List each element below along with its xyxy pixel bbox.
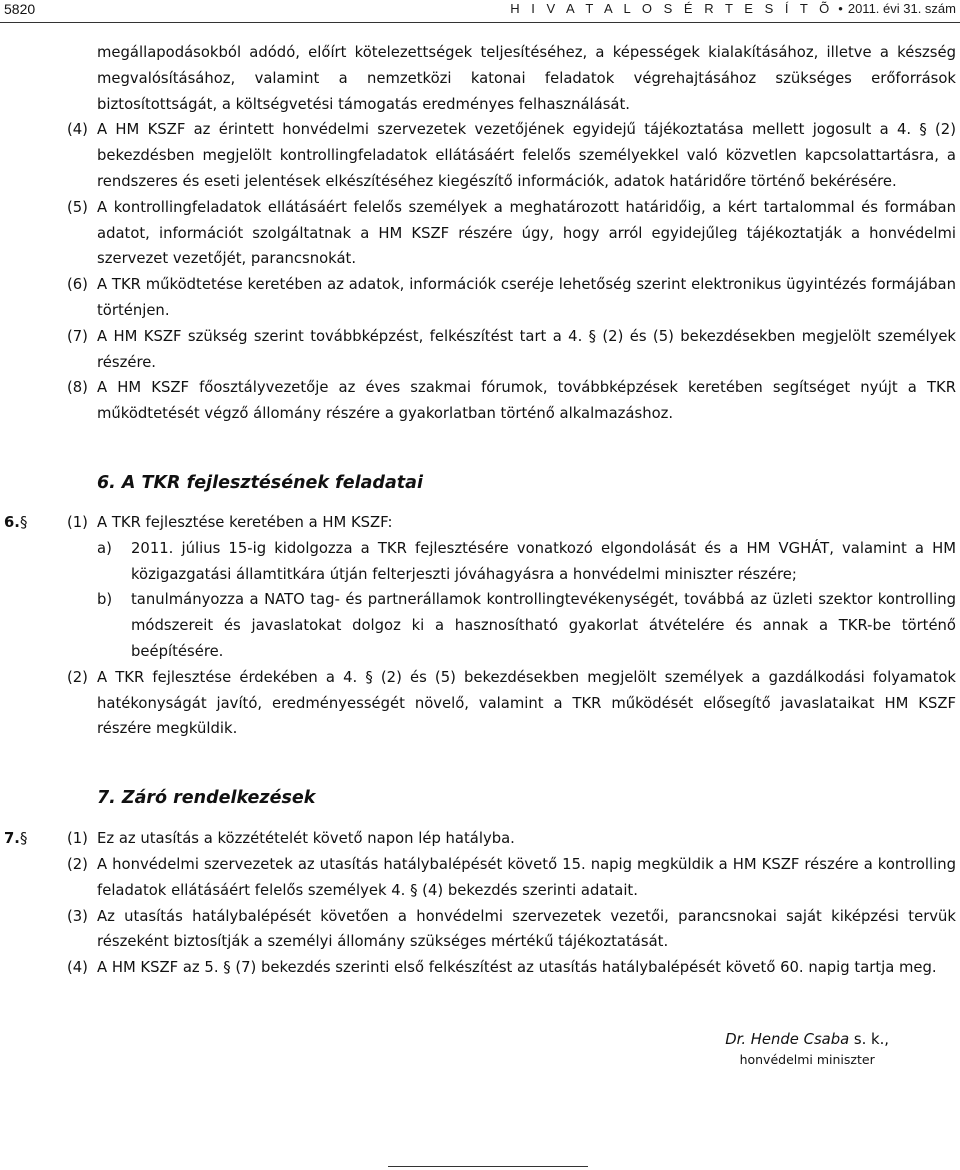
paragraph-text: A kontrollingfeladatok ellátásáért felelős személyek a meghatározott határidőig, a kért tartalommal és formában adatot, információt szolgáltatnak a HM KSZF részére úgy, hogy arról egyidejűleg tájékoztatják a honvédelmi szervezet vezetőjét, parancsnokát.: [97, 198, 956, 268]
paragraph-5-8: [0, 375, 960, 427]
list-item-b: [0, 587, 960, 664]
paragraph-7-3: [0, 904, 960, 956]
paragraph-text: A TKR fejlesztése érdekében a 4. § (2) és (5) bekezdésekben megjelölt személyek a gazdálkodási folyamatok hatékonyságát javító, eredményességét növelő, valamint a TKR működését elősegítő javaslataikat HM KSZF részére megküldik.: [97, 668, 956, 738]
paragraph-number: (5): [67, 198, 88, 216]
list-item-a: [0, 536, 960, 588]
section-sign: §: [20, 513, 28, 531]
section-number: 7.: [4, 830, 20, 848]
signatory-title: honvédelmi miniszter: [739, 1052, 875, 1067]
paragraph-number: (1): [67, 513, 88, 531]
paragraph-text: A TKR működtetése keretében az adatok, információk cseréje lehetőség szerint elektronikus ügyintézés formájában történjen.: [97, 276, 956, 319]
chapter-6-heading: 6. A TKR fejlesztésének feladatai: [97, 472, 423, 493]
paragraph-number: (8): [67, 379, 88, 397]
document-body: [0, 40, 960, 981]
paragraph-6-1: [0, 510, 960, 536]
paragraph-text: A HM KSZF az 5. § (7) bekezdés szerinti első felkészítést az utasítás hatálybalépését követő 60. napig tartja meg.: [97, 959, 937, 977]
paragraph-5-4: [0, 117, 960, 194]
paragraph-number: (3): [67, 907, 88, 925]
paragraph-7-2: [0, 852, 960, 904]
paragraph-text: A HM KSZF szükség szerint továbbképzést, felkészítést tart a 4. § (2) és (5) bekezdésekben megjelölt személyek részére.: [97, 327, 956, 371]
signatory-name: Dr. Hende Csaba: [725, 1031, 850, 1048]
paragraph-number: (1): [67, 830, 88, 848]
paragraph-text: A HM KSZF az érintett honvédelmi szervezetek vezetőjének egyidejű tájékoztatása mellett jogosult a 4. § (2) bekezdésben megjelölt kontrollingfeladatok ellátásáért felelős személyekkel való közvetlen kapcsolattartásra, a rendszeres és eseti jelentések elkészítéséhez kiegészítő információk, adatok határidőre történő bekérésére.: [97, 121, 956, 190]
item-text: 2011. július 15-ig kidolgozza a TKR fejlesztésére vonatkozó elgondolását és a HM VGHÁT, valamint a HM közigazgatási államtitkára útján felterjeszti jóváhagyásra a honvédelmi miniszter részére;: [131, 539, 956, 583]
paragraph-text: A TKR fejlesztése keretében a HM KSZF:: [97, 513, 393, 531]
paragraph-5-5: [0, 195, 960, 272]
bullet-separator: •: [838, 1, 843, 16]
section-sign: §: [20, 830, 28, 848]
paragraph-5-7: [0, 324, 960, 376]
header-rule: [0, 22, 960, 23]
chapter-7-heading: 7. Záró rendelkezések: [97, 788, 316, 809]
journal-title: H I V A T A L O S É R T E S Í T Õ: [510, 1, 834, 16]
paragraph-number: (6): [67, 276, 88, 294]
footer-rule: [388, 1166, 588, 1167]
section-7: [0, 826, 960, 852]
item-letter: a): [97, 539, 112, 557]
item-text: tanulmányozza a NATO tag- és partnerállamok kontrollingtevékenységét, továbbá az üzleti szektor kontrolling módszereit és javaslatokat dolgoz ki a hasznosítható gyakorlat átvételére és annak a TKR-be történő beépítésére.: [131, 591, 956, 660]
running-title: [510, 1, 956, 16]
page-number: 5820: [4, 1, 36, 17]
paragraph-7-4: [0, 955, 960, 981]
paragraph-number: (4): [67, 959, 88, 977]
paragraph-6-2: [0, 665, 960, 742]
paragraph-text: A honvédelmi szervezetek az utasítás hatálybalépését követő 15. napig megküldik a HM KSZF részére a kontrolling feladatok ellátásáért felelős személyek 4. § (4) bekezdés szerinti adatait.: [97, 855, 956, 899]
page-header: [0, 0, 960, 22]
paragraph-number: (2): [67, 668, 88, 686]
paragraph-number: (7): [67, 327, 88, 345]
item-letter: b): [97, 591, 113, 609]
paragraph-5-6: [0, 272, 960, 324]
issue-label: 2011. évi 31. szám: [847, 1, 956, 16]
paragraph-text: Ez az utasítás a közzétételét követő napon lép hatályba.: [97, 830, 515, 848]
signatory: [725, 1031, 889, 1048]
paragraph-text: A HM KSZF főosztályvezetője az éves szakmai fórumok, továbbképzések keretében segítséget nyújt a TKR működtetését végző állomány részére a gyakorlatban történő alkalmazáshoz.: [97, 379, 956, 423]
signatory-suffix: s. k.,: [853, 1031, 889, 1048]
paragraph-7-1: [0, 826, 960, 852]
continuation-paragraph: megállapodásokból adódó, előírt kötelezettségek teljesítéséhez, a képességek kialakításához, illetve a készség megvalósításához, valamint a nemzetközi katonai feladatok végrehajtásához szükséges erőforrások biztosítottságát, a költségvetési támogatás eredményes felhasználását.: [97, 44, 956, 113]
paragraph-text: Az utasítás hatálybalépését követően a honvédelmi szervezetek vezetői, parancsnokai saját kiképzési tervük részeként biztosítják a személyi állomány szükséges mértékű tájékoztatását.: [97, 907, 956, 951]
paragraph-number: (4): [67, 121, 88, 139]
paragraph-number: (2): [67, 855, 88, 873]
section-6: [0, 510, 960, 536]
section-number: 6.: [4, 513, 20, 531]
signature-block: [725, 1031, 889, 1067]
